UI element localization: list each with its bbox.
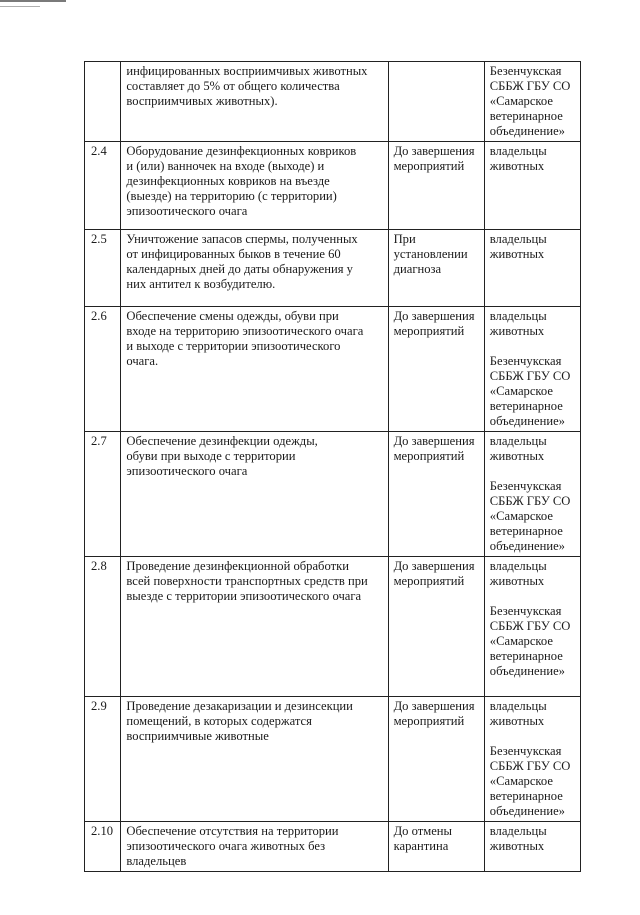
measure-description: Проведение дезакаризации и дезинсекции помещений, в которых содержатся восприимчивые животные (121, 697, 388, 822)
measure-description: Обеспечение отсутствия на территории эпизоотического очага животных без владельцев (121, 822, 388, 872)
measure-description: инфицированных восприимчивых животных составляет до 5% от общего количества восприимчивых животных). (121, 62, 388, 142)
measure-description: Обеспечение дезинфекции одежды, обуви при выходе с территории эпизоотического очага (121, 432, 388, 557)
deadline: До завершения мероприятий (388, 697, 484, 822)
row-number: 2.7 (85, 432, 121, 557)
responsible-party: Безенчукская СББЖ ГБУ СО «Самарское ветеринарное объединение» (484, 62, 580, 142)
row-number: 2.8 (85, 557, 121, 697)
deadline: При установлении диагноза (388, 230, 484, 307)
deadline: До отмены карантина (388, 822, 484, 872)
table-row (85, 432, 581, 557)
table-row (85, 307, 581, 432)
row-number: 2.10 (85, 822, 121, 872)
scan-edge-mark (0, 0, 66, 2)
responsible-party: владельцы животных (484, 230, 580, 307)
row-number: 2.9 (85, 697, 121, 822)
table-row (85, 62, 581, 142)
deadline: До завершения мероприятий (388, 142, 484, 230)
deadline: До завершения мероприятий (388, 557, 484, 697)
row-number: 2.4 (85, 142, 121, 230)
measure-description: Уничтожение запасов спермы, полученных от инфицированных быков в течение 60 календарных дней до даты обнаружения у них антител к возбудителю. (121, 230, 388, 307)
row-number (85, 62, 121, 142)
responsible-party: владельцы животных (484, 142, 580, 230)
table-row (85, 697, 581, 822)
deadline: До завершения мероприятий (388, 432, 484, 557)
deadline (388, 62, 484, 142)
measure-description: Проведение дезинфекционной обработки всей поверхности транспортных средств при выезде с территории эпизоотического очага (121, 557, 388, 697)
responsible-party: владельцы животных Безенчукская СББЖ ГБУ СО «Самарское ветеринарное объединение» (484, 697, 580, 822)
measure-description: Обеспечение смены одежды, обуви при входе на территорию эпизоотического очага и выходе с территории эпизоотического очага. (121, 307, 388, 432)
table-row (85, 557, 581, 697)
responsible-party: владельцы животных Безенчукская СББЖ ГБУ СО «Самарское ветеринарное объединение» (484, 432, 580, 557)
measure-description: Оборудование дезинфекционных ковриков и (или) ванночек на входе (выходе) и дезинфекционных ковриков на въезде (выезде) на территорию (с территории) эпизоотического очага (121, 142, 388, 230)
measures-table (84, 61, 581, 872)
table-row (85, 822, 581, 872)
table-row (85, 230, 581, 307)
deadline: До завершения мероприятий (388, 307, 484, 432)
responsible-party: владельцы животных Безенчукская СББЖ ГБУ СО «Самарское ветеринарное объединение» (484, 307, 580, 432)
scan-edge-mark (0, 6, 40, 7)
responsible-party: владельцы животных (484, 822, 580, 872)
table-row (85, 142, 581, 230)
responsible-party: владельцы животных Безенчукская СББЖ ГБУ СО «Самарское ветеринарное объединение» (484, 557, 580, 697)
row-number: 2.5 (85, 230, 121, 307)
row-number: 2.6 (85, 307, 121, 432)
